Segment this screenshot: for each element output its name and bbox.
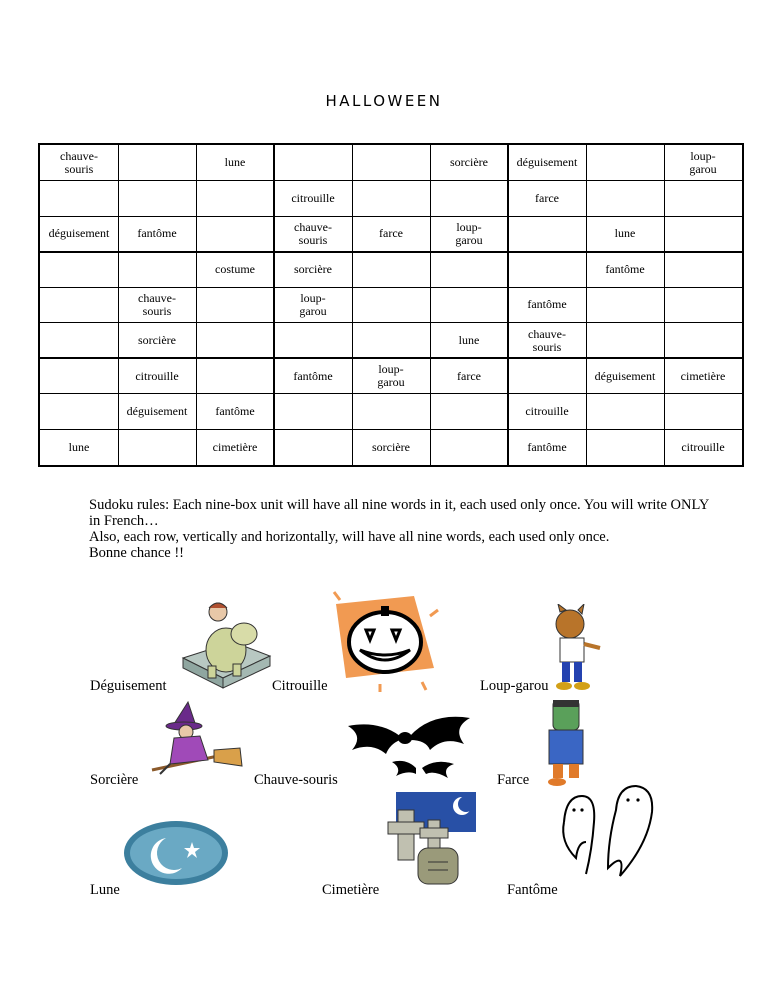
grid-cell[interactable] [586,429,664,465]
grid-cell[interactable] [586,145,664,181]
grid-cell[interactable] [40,252,118,288]
label-cimetiere: Cimetière [322,882,380,898]
pumpkin-illustration [330,586,442,694]
label-farce: Farce [497,772,530,788]
grid-cell[interactable]: citrouille [681,439,725,454]
grid-cell[interactable] [196,358,274,394]
grid-cell[interactable] [664,181,742,217]
grid-cell[interactable]: citrouille [135,368,179,383]
grid-cell[interactable]: fantôme [293,368,333,383]
grid-cell[interactable]: farce [457,368,481,383]
grid-cell[interactable] [430,394,508,430]
grid-cell[interactable] [352,323,430,359]
grid-cell[interactable]: sorcière [450,155,488,170]
frankenstein-illustration [545,700,587,786]
grid-cell[interactable] [196,181,274,217]
grid-cell[interactable]: loup- garou [455,219,483,247]
grid-cell[interactable] [586,287,664,323]
rules-line-1: Sudoku rules: Each nine-box unit will have all nine words in it, each used only once. You will write ONLY in French… [89,497,709,529]
grid-cell[interactable]: sorcière [138,333,176,348]
grid-cell[interactable] [274,145,352,181]
grid-cell[interactable] [196,323,274,359]
ghosts-illustration [556,782,662,886]
page-title: HALLOWEEN [325,92,443,110]
grid-cell[interactable]: chauve- souris [294,219,332,247]
grid-cell[interactable] [118,252,196,288]
grid-cell[interactable]: fantôme [137,226,177,241]
grid-cell[interactable] [508,216,586,252]
rules-line-3: Bonne chance !! [89,545,185,561]
costume-figure-illustration [178,598,273,690]
grid-cell[interactable]: citrouille [525,404,569,419]
grid-cell[interactable]: déguisement [48,226,110,241]
grid-cell[interactable] [352,181,430,217]
grid-cell[interactable]: farce [535,190,559,205]
grid-cell[interactable]: lune [68,439,90,454]
grid-cell[interactable] [664,287,742,323]
grid-cell[interactable] [430,252,508,288]
label-sorciere: Sorcière [90,772,139,788]
grid-cell[interactable]: cimetière [680,368,726,383]
witch-illustration [148,700,244,784]
grid-cell[interactable] [430,181,508,217]
grid-cell[interactable] [40,181,118,217]
grid-cell[interactable]: fantôme [527,439,567,454]
grid-cell[interactable] [664,216,742,252]
grid-cell[interactable] [274,394,352,430]
grid-cell[interactable] [40,323,118,359]
grid-cell[interactable] [40,394,118,430]
grid-cell[interactable] [352,287,430,323]
grid-cell[interactable] [274,323,352,359]
grid-cell[interactable]: sorcière [372,439,410,454]
grid-cell[interactable]: chauve- souris [528,326,566,354]
grid-cell[interactable] [508,252,586,288]
grid-cell[interactable] [586,181,664,217]
grid-cell[interactable] [196,216,274,252]
grid-cell[interactable]: fantôme [215,404,255,419]
label-chauve-souris: Chauve-souris [254,772,338,788]
grid-cell[interactable]: loup- garou [377,362,405,390]
grid-cell[interactable]: déguisement [126,404,188,419]
grid-cell[interactable] [196,287,274,323]
grid-cell[interactable] [664,252,742,288]
grid-cell[interactable]: citrouille [291,190,335,205]
grid-cell[interactable] [586,394,664,430]
label-citrouille: Citrouille [272,678,328,694]
grid-cell[interactable] [664,394,742,430]
rules-line-2: Also, each row, vertically and horizontally, will have all nine words, each used only once. [89,529,610,545]
grid-cell[interactable]: cimetière [212,439,258,454]
grid-cell[interactable] [430,287,508,323]
bats-illustration [346,706,476,782]
grid-cell[interactable]: fantôme [605,261,645,276]
rules-text [89,497,709,561]
grid-cell[interactable] [352,145,430,181]
grid-cell[interactable]: lune [614,226,636,241]
moon-illustration [122,818,230,888]
label-deguisement: Déguisement [90,678,167,694]
label-fantome: Fantôme [507,882,558,898]
grid-cell[interactable]: fantôme [527,297,567,312]
grid-cell[interactable] [40,287,118,323]
grid-cell[interactable] [352,394,430,430]
werewolf-illustration [548,604,606,694]
grid-cell[interactable] [430,429,508,465]
grid-cell[interactable]: chauve- souris [60,148,98,176]
grid-cell[interactable] [274,429,352,465]
grid-cell[interactable]: déguisement [594,368,656,383]
grid-cell[interactable]: farce [379,226,403,241]
grid-cell[interactable]: lune [458,333,480,348]
grid-cell[interactable]: loup- garou [689,148,717,176]
grid-cell[interactable]: chauve- souris [138,290,176,318]
grid-cell[interactable] [40,358,118,394]
cemetery-illustration [384,792,480,888]
grid-cell[interactable] [118,145,196,181]
grid-cell[interactable] [508,358,586,394]
label-lune: Lune [90,882,120,898]
grid-cell[interactable]: lune [224,155,246,170]
grid-cell[interactable] [664,323,742,359]
grid-cell[interactable]: déguisement [516,155,578,170]
grid-cell[interactable] [118,429,196,465]
grid-cell[interactable] [118,181,196,217]
grid-cell[interactable]: loup- garou [299,290,327,318]
grid-cell[interactable] [352,252,430,288]
grid-cell[interactable] [586,323,664,359]
sudoku-grid [38,143,744,467]
grid-cell[interactable]: sorcière [294,261,332,276]
label-loup-garou: Loup-garou [480,678,549,694]
grid-cell[interactable]: costume [215,261,255,276]
